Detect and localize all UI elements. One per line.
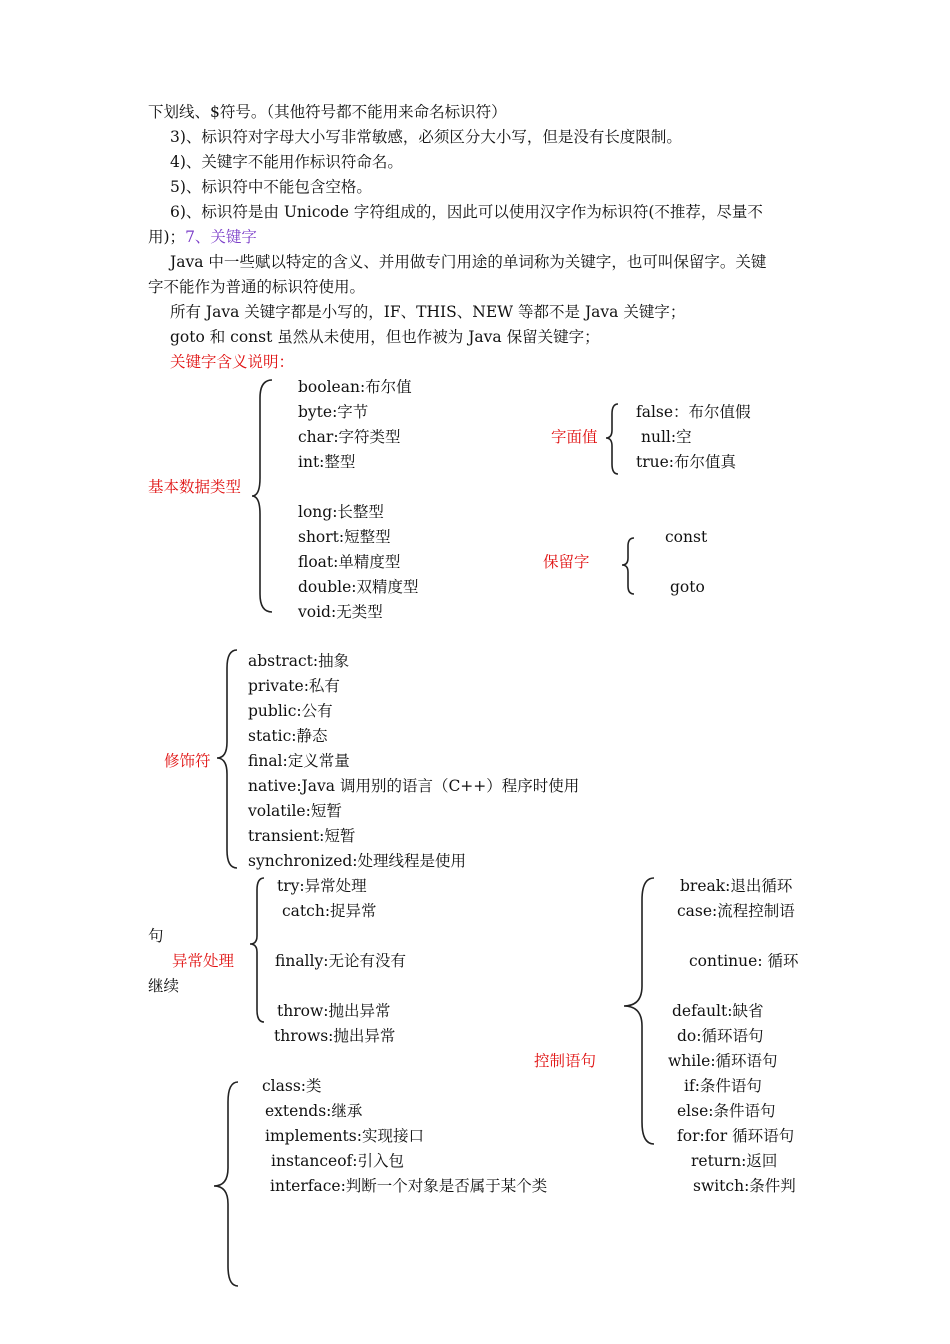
- rule-6-tail: 用)；: [148, 228, 186, 246]
- rule-4: 4)、关键字不能用作标识符命名。: [170, 153, 403, 171]
- reserved-brace-icon: [620, 536, 642, 596]
- basic-types-label: 基本数据类型: [148, 478, 242, 496]
- basic-type-item: void:无类型: [298, 603, 383, 621]
- control-item: break:退出循环: [680, 877, 793, 895]
- exception-item: catch:捉异常: [282, 902, 377, 920]
- para-2: 所有 Java 关键字都是小写的，IF、THIS、NEW 等都不是 Java 关键字；: [170, 303, 686, 321]
- control-item: case:流程控制语: [677, 902, 795, 920]
- literal-item: null:空: [641, 428, 692, 446]
- section-heading: 关键字含义说明：: [170, 353, 295, 371]
- exception-item: try:异常处理: [277, 877, 367, 895]
- control-item: do:循环语句: [677, 1027, 764, 1045]
- literal-item: true:布尔值真: [636, 453, 737, 471]
- para-1: Java 中一些赋以特定的含义、并用做专门用途的单词称为关键字，也可叫保留字。关键: [170, 253, 767, 271]
- para-3: goto 和 const 虽然从未使用，但也作被为 Java 保留关键字；: [170, 328, 600, 346]
- basic-type-item: long:长整型: [298, 503, 384, 521]
- section-7-title: 7、关键字: [185, 228, 257, 246]
- basic-type-item: int:整型: [298, 453, 356, 471]
- control-label: 控制语句: [534, 1052, 597, 1070]
- intro-line-1: 下划线、$符号。（其他符号都不能用来命名标识符）: [148, 103, 507, 121]
- basic-type-item: double:双精度型: [298, 578, 419, 596]
- class-item: instanceof:引入包: [271, 1152, 404, 1170]
- basic-types-brace-icon: [250, 378, 280, 614]
- reserved-item: const: [665, 528, 708, 546]
- class-item: extends:继承: [265, 1102, 363, 1120]
- reserved-item: goto: [670, 578, 705, 596]
- literals-label: 字面值: [551, 428, 598, 446]
- rule-6: 6)、标识符是由 Unicode 字符组成的，因此可以使用汉字作为标识符(不推荐，尽量不: [170, 203, 763, 221]
- control-item: switch:条件判: [693, 1177, 796, 1195]
- modifier-item: private:私有: [248, 677, 340, 695]
- classes-brace-icon: [212, 1080, 246, 1290]
- modifier-item: public:公有: [248, 702, 333, 720]
- basic-type-item: float:单精度型: [298, 553, 401, 571]
- literals-brace-icon: [604, 402, 626, 476]
- control-item: return:返回: [691, 1152, 778, 1170]
- modifier-item: abstract:抽象: [248, 652, 350, 670]
- reserved-label: 保留字: [543, 553, 590, 571]
- stray-text-jixu: 继续: [148, 977, 180, 995]
- basic-type-item: short:短整型: [298, 528, 391, 546]
- modifiers-brace-icon: [215, 648, 245, 870]
- control-item: else:条件语句: [677, 1102, 776, 1120]
- para-1-cont: 字不能作为普通的标识符使用。: [148, 278, 366, 296]
- class-item: implements:实现接口: [265, 1127, 424, 1145]
- basic-type-item: char:字符类型: [298, 428, 401, 446]
- control-item: continue: 循环: [689, 952, 799, 970]
- control-item: while:循环语句: [668, 1052, 778, 1070]
- rule-5: 5)、标识符中不能包含空格。: [170, 178, 372, 196]
- modifier-item: volatile:短暂: [248, 802, 342, 820]
- class-item: interface:判断一个对象是否属于某个类: [270, 1177, 548, 1195]
- modifier-item: transient:短暂: [248, 827, 356, 845]
- control-item: default:缺省: [672, 1002, 764, 1020]
- exceptions-brace-icon: [248, 876, 272, 1026]
- modifier-item: final:定义常量: [248, 752, 350, 770]
- modifiers-label: 修饰符: [164, 752, 211, 770]
- exception-item: finally:无论有没有: [275, 952, 406, 970]
- modifier-item: synchronized:处理线程是使用: [248, 852, 467, 870]
- rule-6-end: [148, 227, 257, 247]
- control-item: if:条件语句: [684, 1077, 762, 1095]
- exception-item: throws:抛出异常: [274, 1027, 396, 1045]
- stray-text-ju: 句: [148, 927, 164, 945]
- rule-3: 3)、标识符对字母大小写非常敏感，必须区分大小写，但是没有长度限制。: [170, 128, 682, 146]
- exceptions-label: 异常处理: [172, 952, 235, 970]
- exception-item: throw:抛出异常: [277, 1002, 391, 1020]
- literal-item: false：布尔值假: [636, 403, 751, 421]
- control-item: for:for 循环语句: [677, 1127, 795, 1145]
- control-brace-icon: [622, 876, 662, 1146]
- class-item: class:类: [262, 1077, 322, 1095]
- modifier-item: native:Java 调用别的语言（C++）程序时使用: [248, 777, 580, 795]
- basic-type-item: byte:字节: [298, 403, 369, 421]
- basic-type-item: boolean:布尔值: [298, 378, 412, 396]
- modifier-item: static:静态: [248, 727, 328, 745]
